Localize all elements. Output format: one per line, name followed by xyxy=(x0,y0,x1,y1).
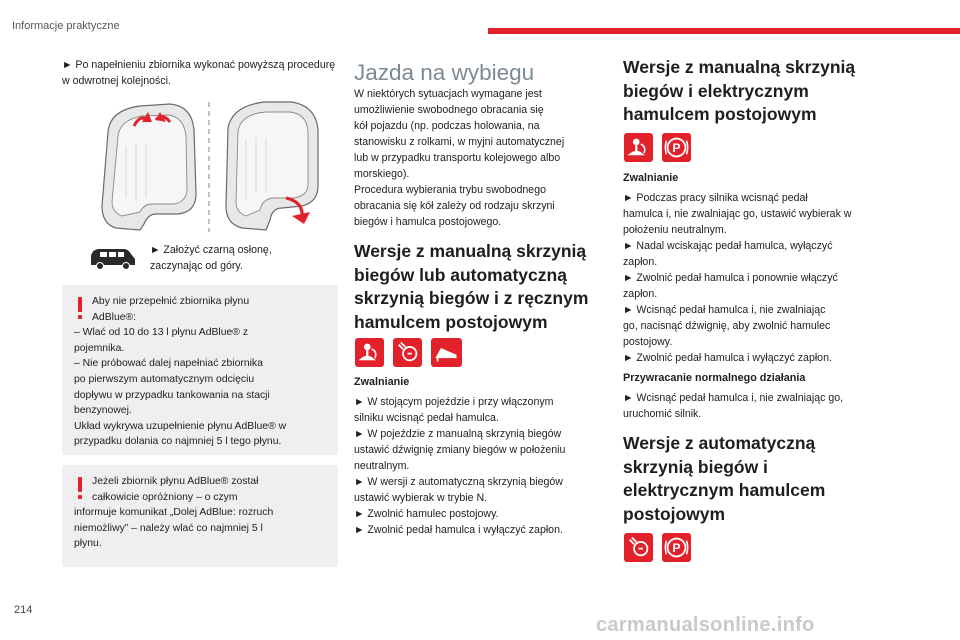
parking-brake-p-icon xyxy=(662,533,691,562)
section-title-automatic-electric: Wersje z automatyczną skrzynią biegów i elektrycznym hamulcem postojowym xyxy=(623,433,826,524)
filler-cap-illustration xyxy=(96,98,328,236)
automatic-selector-icon xyxy=(393,338,422,367)
warning-box-overfill: Aby nie przepełnić zbiornika płynu AdBlue®: – Wlać od 10 do 13 l płynu AdBlue® z pojemnika. – Nie próbować dalej napełniać zbiornika po pierwszym automatycznym odcięciu dopływu w przypadku tankowania na stacji benzynowej. Układ wykrywa uzupełnienie płynu AdBlue® w przypadku dolania co najmniej 5 l tego płynu. xyxy=(62,285,338,455)
gear-lever-icon xyxy=(355,338,384,367)
warning-box-empty-tank: Jeżeli zbiornik płynu AdBlue® został całkowicie opróżniony – o czym informuje komunikat „Dolej AdBlue: rozruch niemożliwy” – należy wlać co najmniej 5 l płynu. xyxy=(62,465,338,567)
page-number: 214 xyxy=(14,604,33,616)
parking-brake-p-icon xyxy=(662,133,691,162)
gear-lever-icon xyxy=(624,133,653,162)
section-title-manual-electric: Wersje z manualną skrzynią biegów i elektrycznym hamulcem postojowym xyxy=(623,57,856,124)
van-caption: ► Założyć czarną osłonę, zaczynając od góry. xyxy=(150,244,272,272)
section-title-freewheel: Jazda na wybiegu xyxy=(354,60,535,85)
restore-steps: ► Wcisnąć pedał hamulca i, nie zwalniając go, uruchomić silnik. xyxy=(623,392,844,420)
page-header-title: Informacje praktyczne xyxy=(12,20,120,32)
intro-step: ► Po napełnieniu zbiornika wykonać powyższą procedurę w odwrotnej kolejności. xyxy=(62,59,336,87)
van-icon xyxy=(88,246,138,272)
handbrake-icon xyxy=(431,338,462,367)
section-title-manual-handbrake: Wersje z manualną skrzynią biegów lub automatyczną skrzynią biegów i z ręcznym hamulcem postojowym xyxy=(354,241,589,332)
col1-intro xyxy=(62,57,340,89)
watermark: carmanualsonline.info xyxy=(596,614,815,636)
automatic-selector-icon xyxy=(624,533,653,562)
freewheel-intro: W niektórych sytuacjach wymagane jest umożliwienie swobodnego obracania się kół pojazdu (np. podczas holowania, na stanowisku z rolkami, w myjni automatycznej lub w przypadku transportu kolejowego albo morskiego). Procedura wybierania trybu swobodnego obracania się kół zależy od rodzaju skrzyni biegów i hamulca postojowego. xyxy=(354,88,565,228)
warning-exclamation-icon xyxy=(76,477,84,501)
restore-heading: Przywracanie normalnego działania xyxy=(623,372,806,384)
warning-exclamation-icon xyxy=(76,297,84,321)
release-steps-manual: ► W stojącym pojeździe i przy włączonym silniku wcisnąć pedał hamulca. ► W pojeździe z manualną skrzynią biegów ustawić dźwignię zmiany biegów w położeniu neutralnym. ► W wersji z automatyczną skrzynią biegów ustawić wybierak w trybie N. ► Zwolnić hamulec postojowy. ► Zwolnić pedał hamulca i wyłączyć zapłon. xyxy=(354,396,566,536)
release-heading-manual: Zwalnianie xyxy=(354,376,410,388)
svg-text:P: P xyxy=(672,540,681,555)
svg-text:P: P xyxy=(672,140,681,155)
release-heading-electric: Zwalnianie xyxy=(623,172,679,184)
release-steps-electric: ► Podczas pracy silnika wcisnąć pedał hamulca i, nie zwalniając go, ustawić wybierak w położeniu neutralnym. ► Nadal wciskając pedał hamulca, wyłączyć zapłon. ► Zwolnić pedał hamulca i ponownie włączyć zapłon. ► Wcisnąć pedał hamulca i, nie zwalniając go, nacisnąć dźwignię, aby zwolnić hamulec postojowy. ► Zwolnić pedał hamulca i wyłączyć zapłon. xyxy=(623,192,852,364)
header-accent-bar xyxy=(488,28,960,34)
